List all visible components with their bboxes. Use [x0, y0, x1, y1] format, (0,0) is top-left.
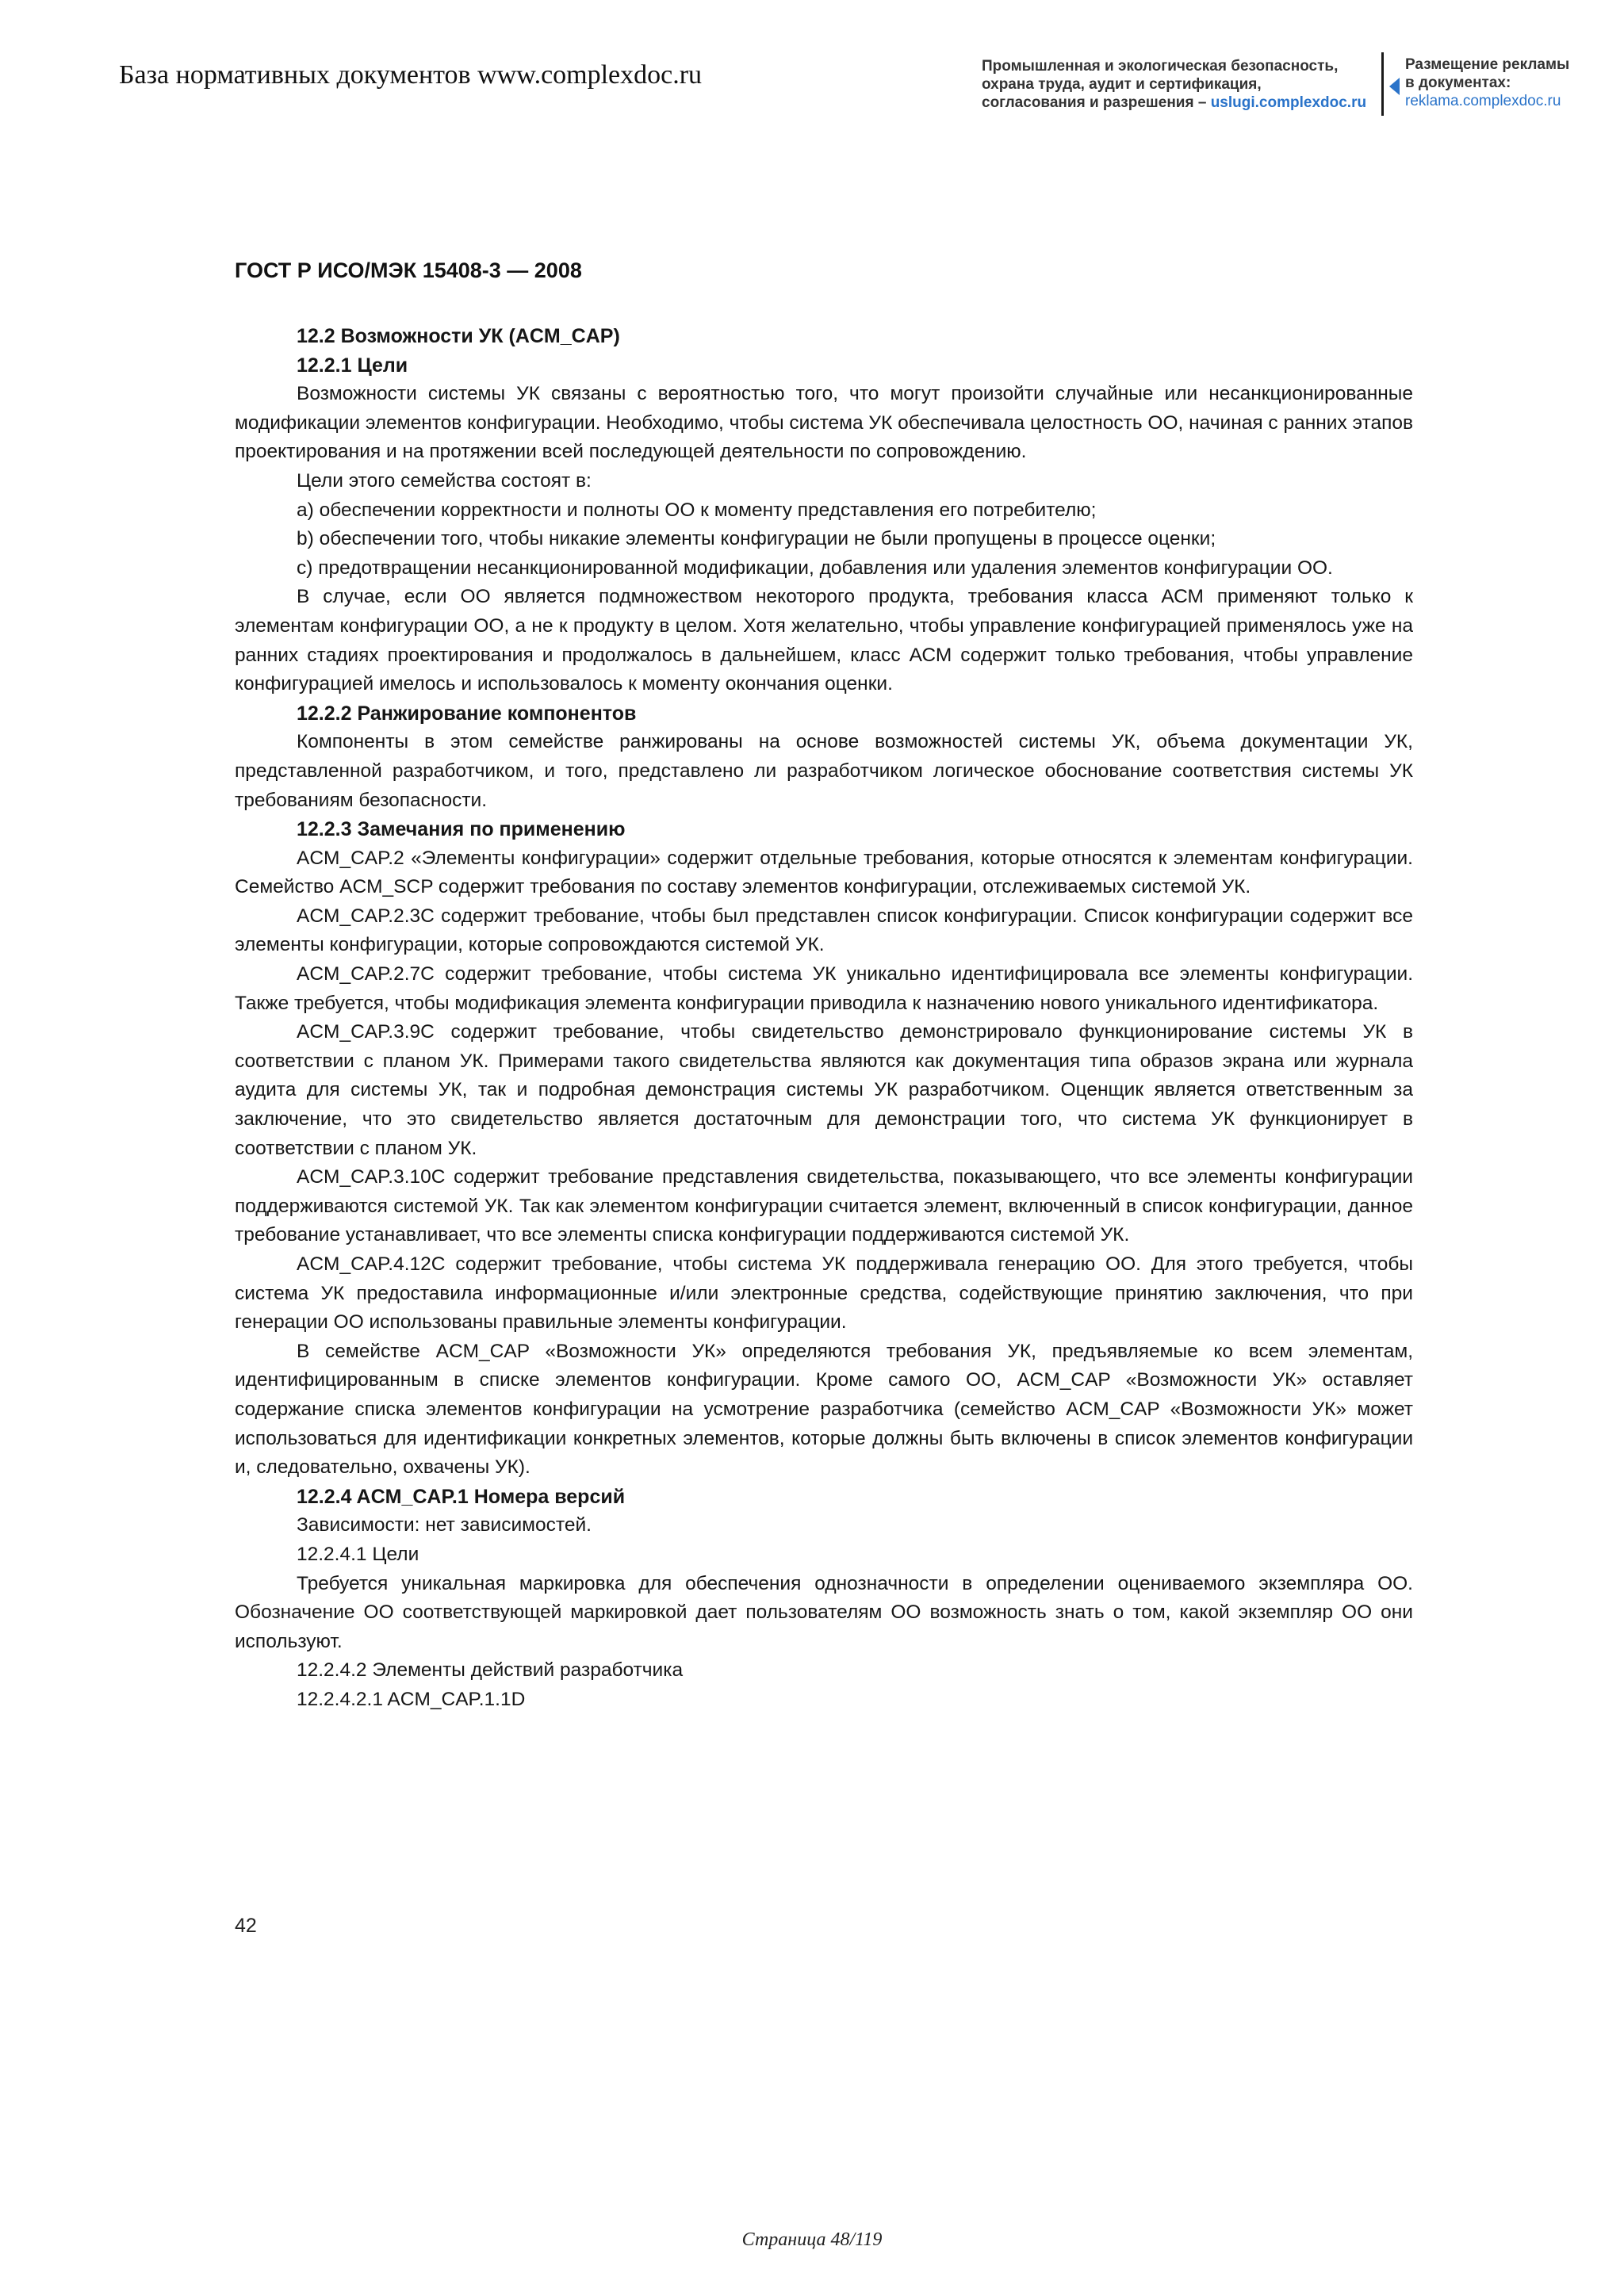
paragraph: ACM_CAP.3.9С содержит требование, чтобы свидетельство демонстрировало функционирование системы УК в соответствии с планом УК. Примерами такого свидетельства являются как документация типа образов экрана или журнала аудита для системы УК, так и подробная демонстрация системы УК разработчиком. Оценщик является ответственным за заключение, что это свидетельство является достаточным для демонстрации того, что система УК функционирует в соответствии с планом УК. [235, 1021, 1413, 1159]
paragraph: В случае, если ОО является подмножеством некоторого продукта, требования класса АСМ применяют только к элементам конфигурации ОО, а не к продукту в целом. Хотя желательно, чтобы управление конфигурацией применялось уже на ранних стадиях проектирования и продолжалось в дальнейшем, класс АСМ содержит только требования, чтобы управление конфигурацией имелось и использовалось к моменту окончания оценки. [235, 586, 1413, 695]
paragraph: ACM_CAP.4.12С содержит требование, чтобы система УК поддерживала генерацию ОО. Для этого требуется, чтобы система УК предоставила информационные и/или электронные средства, содействующие принятию заключения, что при генерации ОО использованы правильные элементы конфигурации. [235, 1253, 1413, 1334]
triangle-left-icon [1389, 78, 1400, 95]
subsection-heading: 12.2.1 Цели [297, 354, 408, 377]
paragraph: Компоненты в этом семействе ранжированы на основе возможностей системы УК, объема документации УК, представленной разработчиком, и того, представлено ли разработчиком логическое обоснование соответствия системы УК требованиям безопасности. [235, 731, 1413, 811]
promo-line-2: охрана труда, аудит и сертификация, [982, 76, 1262, 93]
ad-link[interactable]: reklama.complexdoc.ru [1405, 93, 1561, 109]
ad-line-1: Размещение рекламы [1405, 56, 1570, 73]
paragraph: 12.2.4.2.1 ACM_CAP.1.1D [297, 1688, 526, 1710]
list-item: b) обеспечении того, чтобы никакие элементы конфигурации не были пропущены в процессе оценки; [297, 528, 1216, 550]
promo-line-1: Промышленная и экологическая безопасность, [982, 58, 1339, 75]
paragraph: ACM_CAP.3.10С содержит требование представления свидетельства, показывающего, что все элементы конфигурации поддерживаются системой УК. Так как элементом конфигурации считается элемент, включенный в список конфигурации, данное требование устанавливает, что все элементы списка конфигурации поддерживаются системой УК. [235, 1166, 1413, 1246]
services-link[interactable]: uslugi.complexdoc.ru [1210, 94, 1367, 111]
page-counter: Страница 48/119 [741, 2229, 883, 2250]
ad-block [1405, 55, 1603, 110]
list-item: c) предотвращении несанкционированной модификации, добавления или удаления элементов конфигурации ОО. [297, 557, 1333, 579]
promo-line-3 [982, 94, 1378, 112]
paragraph: Цели этого семейства состоят в: [297, 469, 592, 492]
paragraph: В семействе ACM_CAP «Возможности УК» определяются требования УК, предъявляемые ко всем элементам, идентифицированным в списке элементов конфигурации. Кроме самого ОО, ACM_CAP «Возможности УК» оставляет содержание списка элементов конфигурации на усмотрение разработчика (семейство ACM_CAP «Возможности УК» может использоваться для идентификации конкретных элементов, которые должны быть включены в список элементов конфигурации и, следовательно, охвачены УК). [235, 1340, 1413, 1479]
paragraph: ACM_CAP.2 «Элементы конфигурации» содержит отдельные требования, которые относятся к элементам конфигурации. Семейство ACM_SCP содержит требования по составу элементов конфигурации, отслеживаемых системой УК. [235, 847, 1413, 898]
paragraph: 12.2.4.2 Элементы действий разработчика [297, 1659, 684, 1682]
document-body [235, 322, 1413, 1715]
promo-line-3-text: согласования и разрешения – [982, 94, 1211, 111]
list-item: a) обеспечении корректности и полноты ОО к моменту представления его потребителю; [297, 499, 1097, 521]
paragraph: Требуется уникальная маркировка для обеспечения однозначности в определении оцениваемого экземпляра ОО. Обозначение ОО соответствующей маркировкой дает пользователям ОО возможность знать о том, какой экземпляр ОО они используют. [235, 1572, 1413, 1652]
paragraph: Зависимости: нет зависимостей. [297, 1514, 592, 1536]
paragraph: Возможности системы УК связаны с вероятностью того, что могут произойти случайные или несанкционированные модификации элементов конфигурации. Необходимо, чтобы система УК обеспечивала целостность ОО, начиная с ранних этапов проектирования и на протяжении всей последующей деятельности по сопровождению. [235, 383, 1413, 463]
banner-divider [1381, 52, 1384, 116]
document-code: ГОСТ Р ИСО/МЭК 15408-3 — 2008 [235, 258, 582, 282]
subsection-heading: 12.2.4 ACM_CAP.1 Номера версий [297, 1485, 626, 1508]
page-number: 42 [235, 1915, 257, 1937]
subsection-heading: 12.2.3 Замечания по применению [297, 818, 626, 841]
promo-block [982, 57, 1378, 112]
paragraph: ACM_CAP.2.7С содержит требование, чтобы система УК уникально идентифицировала все элементы конфигурации. Также требуется, чтобы модификация элемента конфигурации приводила к назначению нового уникального идентификатора. [235, 963, 1413, 1014]
paragraph: ACM_CAP.2.3С содержит требование, чтобы был представлен список конфигурации. Список конфигурации содержит все элементы конфигурации, которые сопровождаются системой УК. [235, 905, 1413, 956]
section-heading: 12.2 Возможности УК (ACM_CAP) [297, 325, 620, 347]
site-title: База нормативных документов www.complexdoc.ru [119, 60, 703, 90]
subsection-heading: 12.2.2 Ранжирование компонентов [297, 702, 637, 725]
ad-line-2: в документах: [1405, 75, 1511, 91]
paragraph: 12.2.4.1 Цели [297, 1543, 419, 1565]
